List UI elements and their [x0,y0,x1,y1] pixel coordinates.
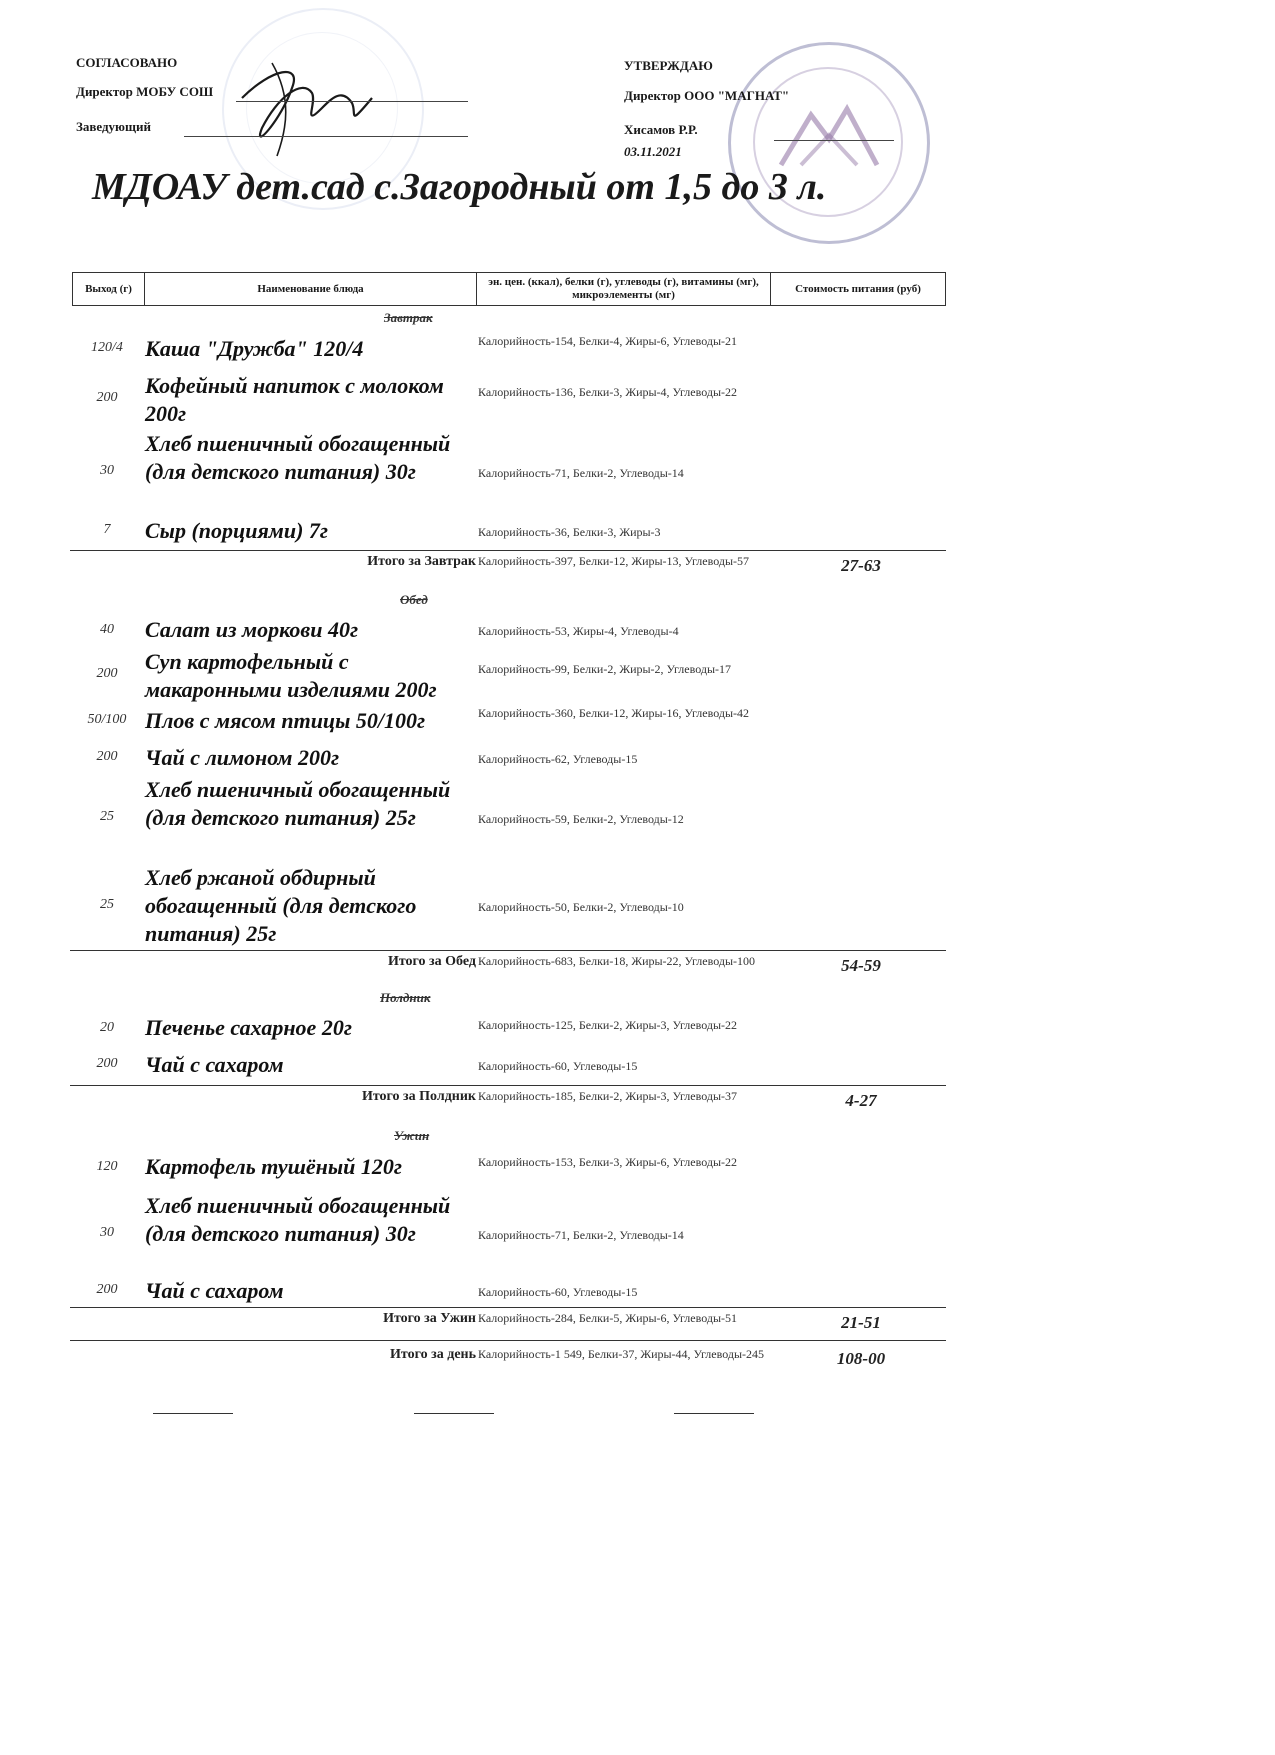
signature-line [414,1413,494,1414]
signature-line [236,101,468,102]
menu-table-header [72,272,946,306]
approve-name: Хисамов Р.Р. [624,122,698,137]
section-divider [70,550,946,551]
approve-date: 03.11.2021 [624,144,682,159]
agreed-title: СОГЛАСОВАНО [76,55,178,70]
col-nutrition: эн. цен. (ккал), белки (г), углеводы (г), витамины (мг), микроэлементы (мг) [477,273,771,305]
day-divider [70,1340,946,1341]
agreed-line-director: Директор МОБУ СОШ [76,84,214,99]
col-output: Выход (г) [73,273,145,305]
section-lunch: Обед [400,592,428,607]
agreed-line-head: Заведующий [76,119,151,134]
signature-line [674,1413,754,1414]
approve-director: Директор ООО "МАГНАТ" [624,88,790,103]
section-divider [70,1307,946,1308]
signature-line [774,140,894,141]
director-signature [232,58,382,158]
signature-line [153,1413,233,1414]
section-divider [70,950,946,951]
section-dinner: Ужин [394,1128,430,1143]
signature-line [184,136,468,137]
approval-right-block [624,58,884,159]
mountain-logo-icon [771,95,887,175]
approve-title: УТВЕРЖДАЮ [624,58,713,73]
document-title: МДОАУ дет.сад с.Загородный от 1,5 до 3 л. [92,166,827,208]
section-snack: Полдник [380,990,431,1005]
section-breakfast: Завтрак [384,310,433,325]
col-dish: Наименование блюда [145,273,477,305]
col-cost: Стоимость питания (руб) [795,282,921,295]
approval-left-block [76,55,396,134]
section-divider [70,1085,946,1086]
